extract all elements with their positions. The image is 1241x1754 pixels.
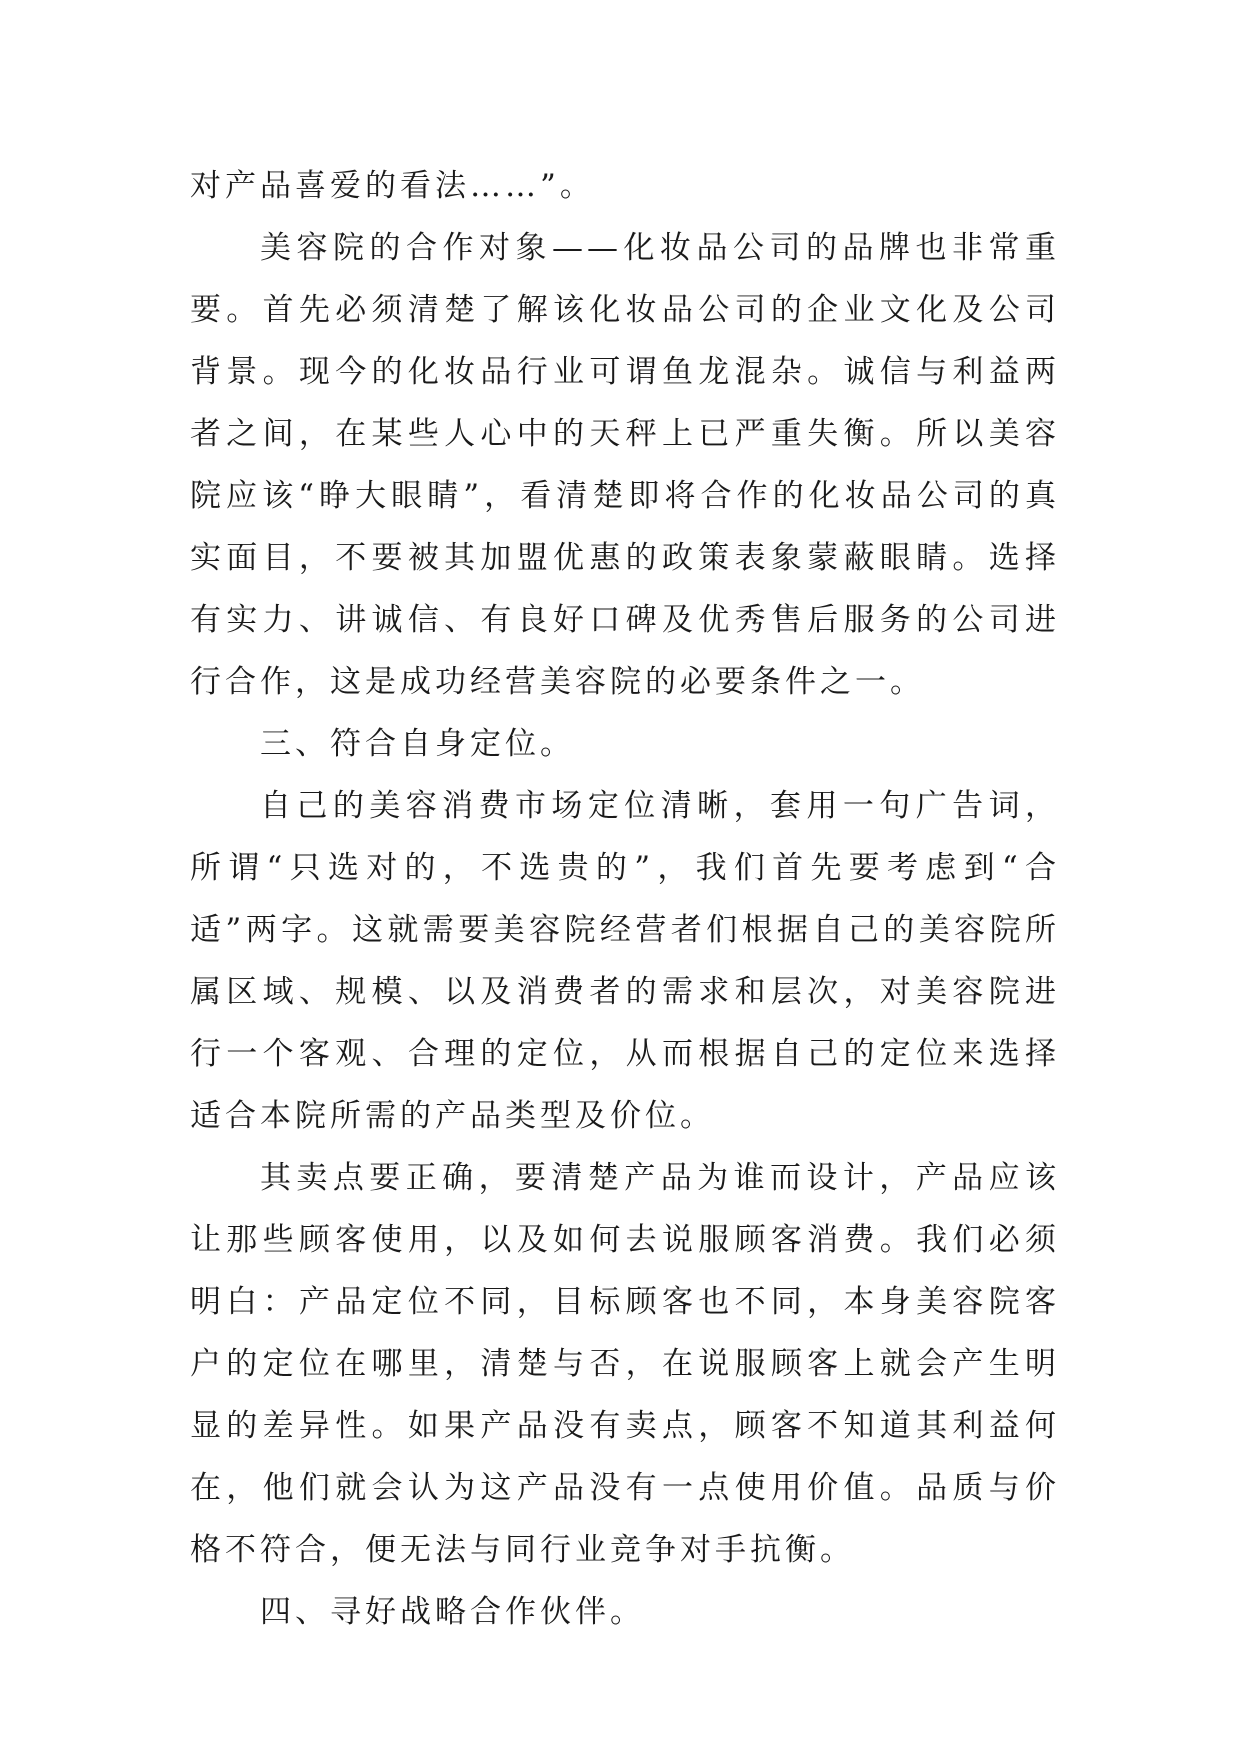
section-heading-four: 四、寻好战略合作伙伴。 bbox=[260, 1594, 645, 1630]
paragraph-selling-point: 其卖点要正确，要清楚产品为谁而设计，产品应该让那些顾客使用，以及如何去说服顾客消费。我们必须明白：产品定位不同，目标顾客也不同，本身美容院客户的定位在哪里，清楚与否，在说服顾客上就会产生明显的差异性。如果产品没有卖点，顾客不知道其利益何在，他们就会认为这产品没有一点使用价值。品质与价格不符合，便无法与同行业竞争对手抗衡。 bbox=[190, 1160, 1060, 1568]
section-heading-three: 三、符合自身定位。 bbox=[260, 726, 575, 762]
paragraph-continuation: 对产品喜爱的看法……”。 bbox=[190, 168, 595, 204]
document-body bbox=[190, 155, 1060, 1643]
paragraph-brand-importance: 美容院的合作对象——化妆品公司的品牌也非常重要。首先必须清楚了解该化妆品公司的企业文化及公司背景。现今的化妆品行业可谓鱼龙混杂。诚信与利益两者之间，在某些人心中的天秤上已严重失衡。所以美容院应该“睁大眼睛”，看清楚即将合作的化妆品公司的真实面目，不要被其加盟优惠的政策表象蒙蔽眼睛。选择有实力、讲诚信、有良好口碑及优秀售后服务的公司进行合作，这是成功经营美容院的必要条件之一。 bbox=[190, 230, 1060, 700]
paragraph-market-positioning: 自己的美容消费市场定位清晰，套用一句广告词，所谓“只选对的，不选贵的”，我们首先要考虑到“合适”两字。这就需要美容院经营者们根据自己的美容院所属区域、规模、以及消费者的需求和层次，对美容院进行一个客观、合理的定位，从而根据自己的定位来选择适合本院所需的产品类型及价位。 bbox=[190, 788, 1060, 1134]
